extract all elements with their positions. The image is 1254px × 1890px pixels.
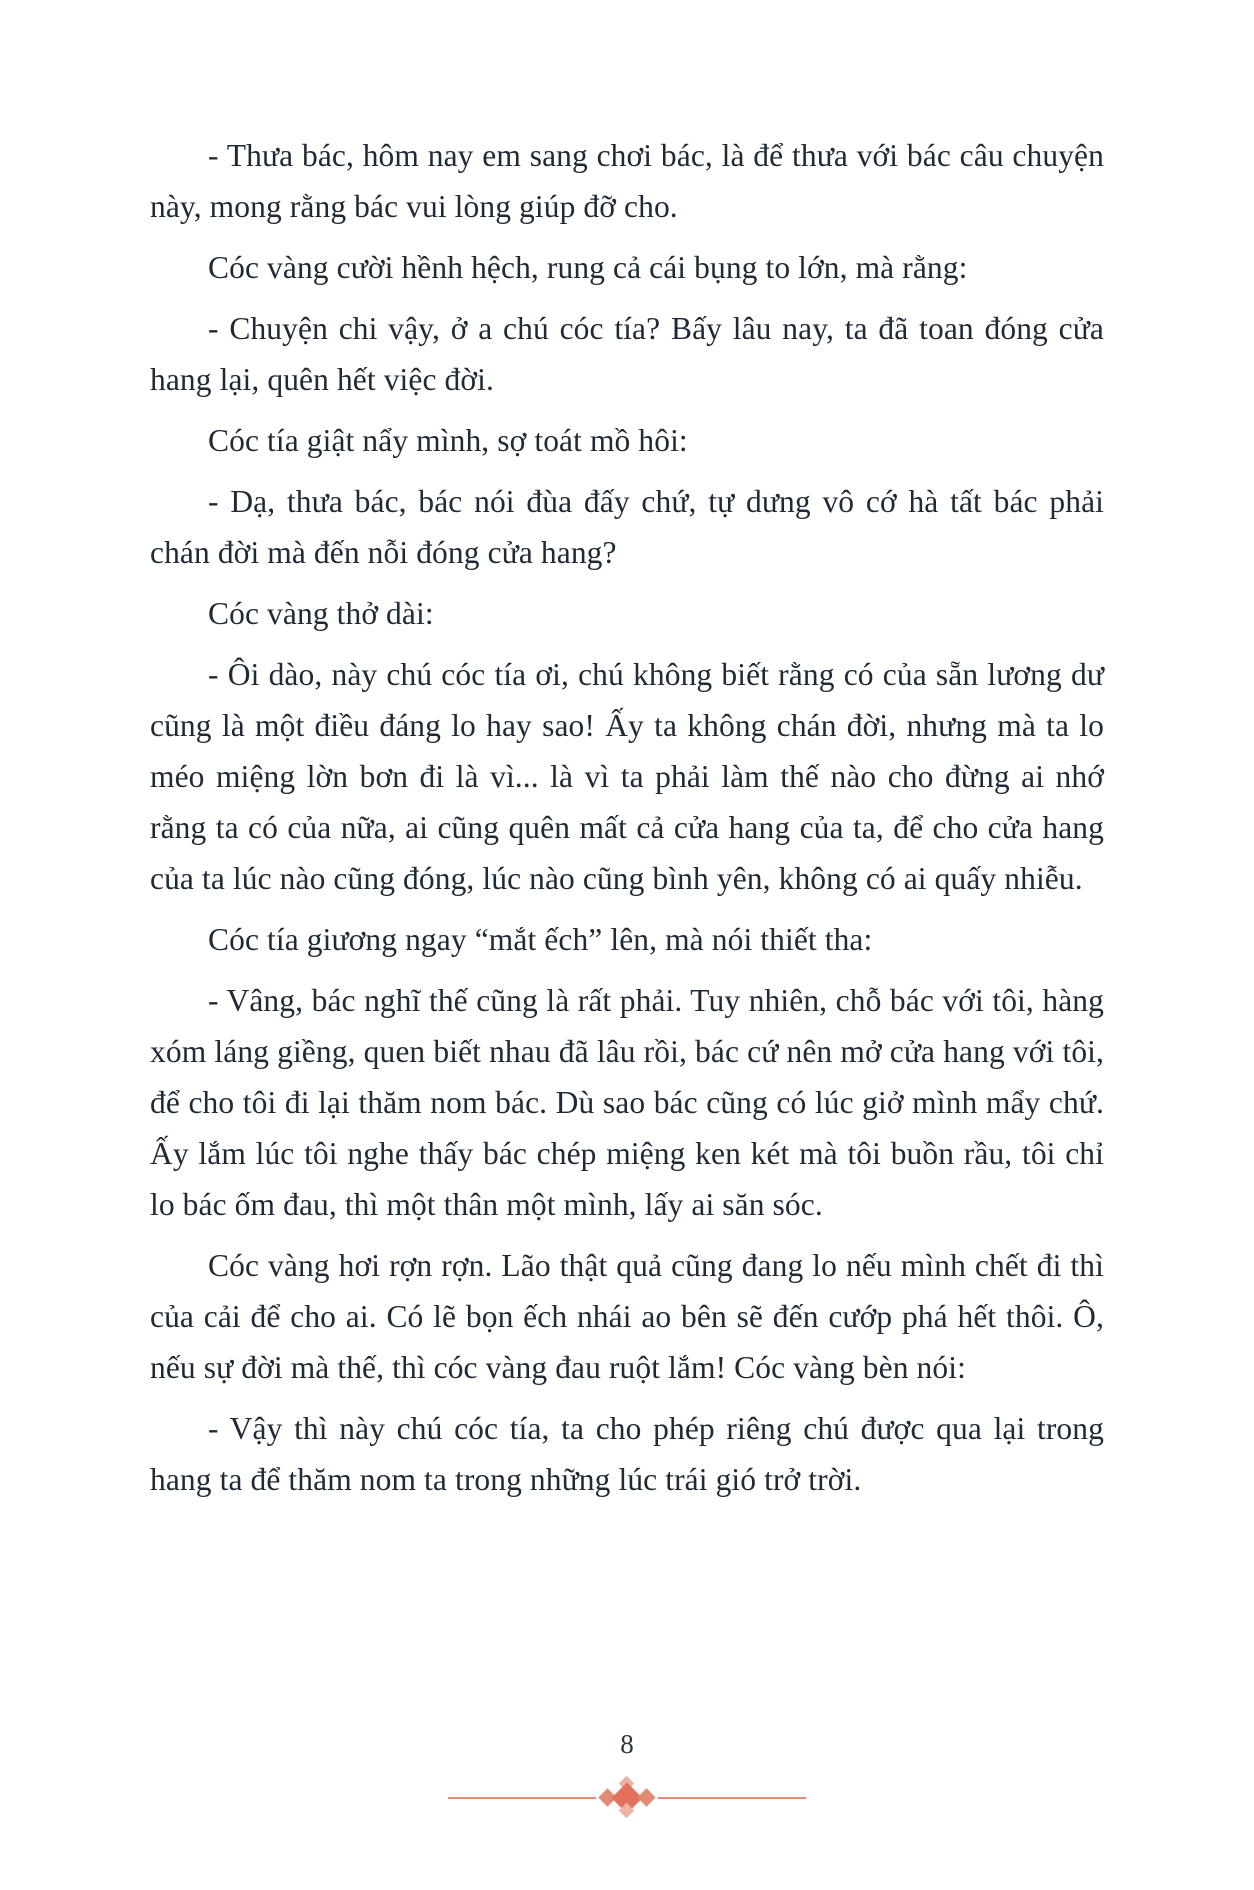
paragraph: Cóc vàng thở dài:: [208, 596, 434, 632]
paragraph: - Dạ, thưa bác, bác nói đùa đấy chứ, tự dưng vô cớ hà tất bác phải chán đời mà đến nỗi đóng cửa hang?: [150, 484, 1104, 571]
page-body-text: [150, 130, 1104, 1505]
paragraph: Cóc tía giật nẩy mình, sợ toát mồ hôi:: [208, 423, 688, 459]
page-number: 8: [620, 1729, 634, 1759]
ornament-diamond-right-icon: [637, 1788, 655, 1806]
ornament-divider: [0, 1778, 1254, 1818]
paragraph: - Vâng, bác nghĩ thế cũng là rất phải. Tuy nhiên, chỗ bác với tôi, hàng xóm láng giềng, quen biết nhau đã lâu rồi, bác cứ nên mở cửa hang với tôi, để cho tôi đi lại thăm nom bác. Dù sao bác cũng có lúc giở mình mẩy chứ. Ấy lắm lúc tôi nghe thấy bác chép miệng ken két mà tôi buồn rầu, tôi chỉ lo bác ốm đau, thì một thân một mình, lấy ai săn sóc.: [150, 983, 1104, 1223]
ornament-rule-left: [448, 1797, 596, 1799]
paragraph: Cóc tía giương ngay “mắt ếch” lên, mà nói thiết tha:: [208, 922, 873, 958]
ornament-rule-right: [658, 1797, 806, 1799]
paragraph: - Chuyện chi vậy, ở a chú cóc tía? Bấy lâu nay, ta đã toan đóng cửa hang lại, quên hết việc đời.: [150, 311, 1104, 398]
page-footer: [0, 1729, 1254, 1818]
paragraph: Cóc vàng hơi rợn rợn. Lão thật quả cũng đang lo nếu mình chết đi thì của cải để cho ai. Có lẽ bọn ếch nhái ao bên sẽ đến cướp phá hết thôi. Ô, nếu sự đời mà thế, thì cóc vàng đau ruột lắm! Cóc vàng bèn nói:: [150, 1248, 1104, 1386]
paragraph: - Vậy thì này chú cóc tía, ta cho phép riêng chú được qua lại trong hang ta để thăm nom ta trong những lúc trái gió trở trời.: [150, 1411, 1104, 1498]
paragraph: Cóc vàng cười hềnh hệch, rung cả cái bụng to lớn, mà rằng:: [208, 250, 968, 286]
paragraph: - Ôi dào, này chú cóc tía ơi, chú không biết rằng có của sẵn lương dư cũng là một điều đáng lo hay sao! Ấy ta không chán đời, nhưng mà ta lo méo miệng lờn bơn đi là vì... là vì ta phải làm thế nào cho đừng ai nhớ rằng ta có của nữa, ai cũng quên mất cả cửa hang của ta, để cho cửa hang của ta lúc nào cũng đóng, lúc nào cũng bình yên, không có ai quấy nhiễu.: [150, 657, 1104, 897]
paragraph: - Thưa bác, hôm nay em sang chơi bác, là để thưa với bác câu chuyện này, mong rằng bác vui lòng giúp đỡ cho.: [150, 138, 1104, 225]
ornament-diamond-cluster: [596, 1778, 658, 1818]
